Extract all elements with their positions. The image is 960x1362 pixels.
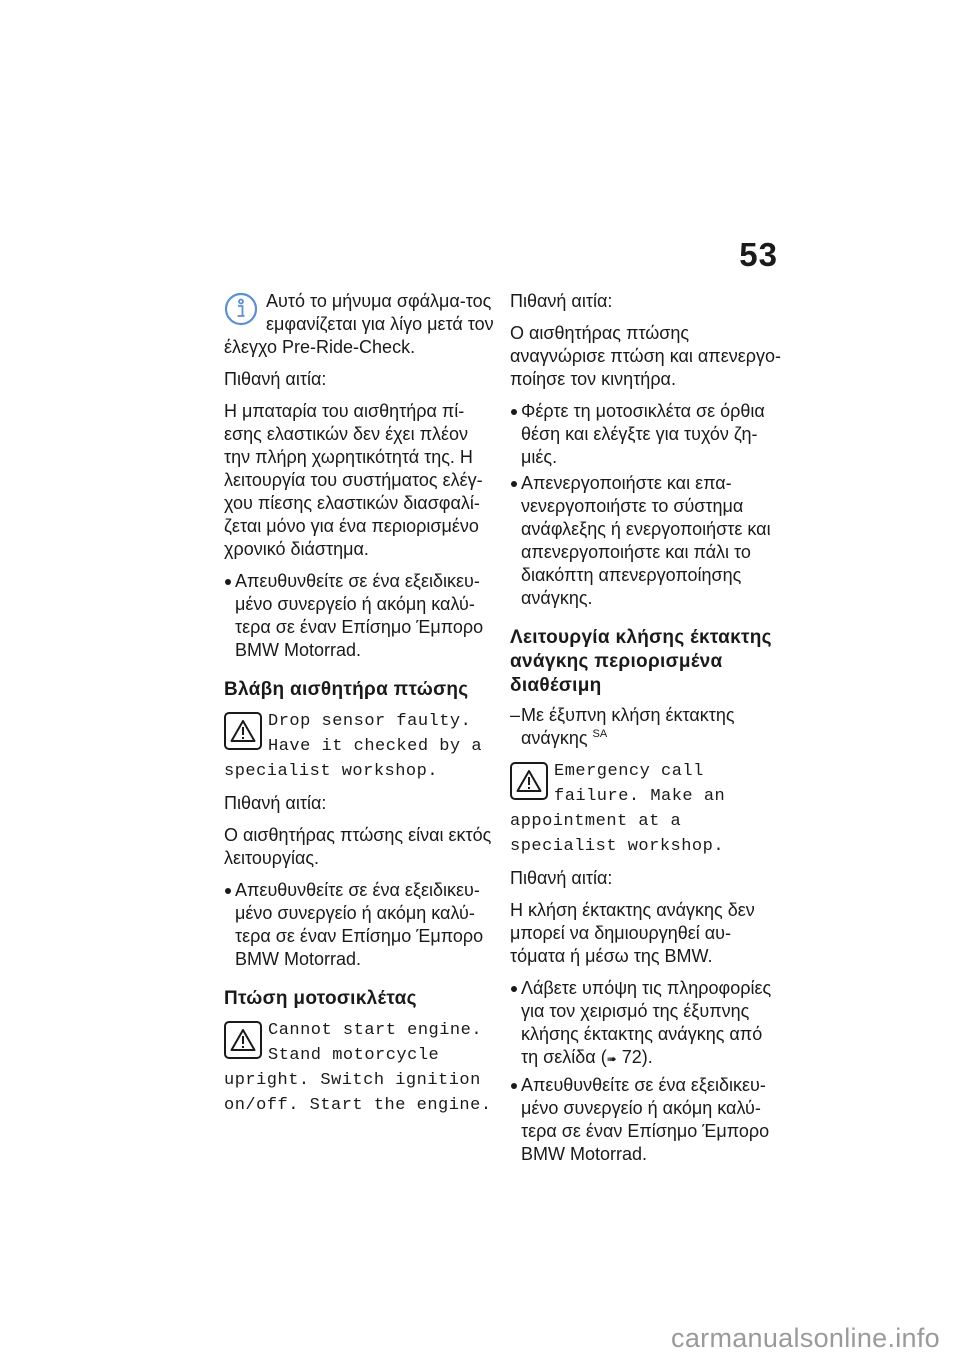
bullet-list xyxy=(510,977,782,1166)
list-item: Απευθυνθείτε σε ένα εξειδικευ-μένο συνεργείο ή ακόμη καλύ-τερα σε έναν Επίσημο Έμπορο BMW Motorrad. xyxy=(224,879,496,971)
equipment-text: Με έξυπνη κλήση έκτακτης ανάγκης xyxy=(521,705,735,748)
page-reference-arrow-icon: ➠ xyxy=(606,1052,617,1066)
cause-text: Ο αισθητήρας πτώσης είναι εκτός λειτουργίας. xyxy=(224,825,492,868)
cause-label: Πιθανή αιτία: xyxy=(510,868,613,888)
warning-message xyxy=(510,758,782,858)
section-heading: Λειτουργία κλήσης έκτακτης ανάγκης περιορισμένα διαθέσιμη xyxy=(510,627,772,696)
info-text: Αυτό το μήνυμα σφάλμα-τος εμφανίζεται για λίγο μετά τον έλεγχο Pre-Ride-Check. xyxy=(224,291,494,357)
warning-triangle-icon xyxy=(224,712,262,750)
info-message xyxy=(224,290,496,359)
option-superscript: SA xyxy=(592,728,608,740)
page-reference-link[interactable]: 72 xyxy=(621,1047,642,1067)
cause-label: Πιθανή αιτία: xyxy=(224,793,327,813)
section-heading: Βλάβη αισθητήρα πτώσης xyxy=(224,679,469,700)
list-item: Λάβετε υπόψη τις πληροφορίες για τον χειρισμό της έξυπνης κλήσης έκτακτης ανάγκης από τη σελίδα (➠ 72). xyxy=(510,977,782,1071)
page-number: 53 xyxy=(739,236,778,273)
list-item: Φέρτε τη μοτοσικλέτα σε όρθια θέση και ελέγξτε για τυχόν ζη-μιές. xyxy=(510,400,782,469)
bullet-list xyxy=(224,879,496,971)
warning-triangle-icon xyxy=(510,762,548,800)
list-item: Απευθυνθείτε σε ένα εξειδικευ-μένο συνεργείο ή ακόμη καλύ-τερα σε έναν Επίσημο Έμπορο BMW Motorrad. xyxy=(224,570,496,662)
warning-text: Emergency call failure. Make an appointment at a specialist workshop. xyxy=(510,762,726,856)
list-item: Απευθυνθείτε σε ένα εξειδικευ-μένο συνεργείο ή ακόμη καλύ-τερα σε έναν Επίσημο Έμπορο BMW Motorrad. xyxy=(510,1074,782,1166)
dash-marker: – xyxy=(510,705,521,725)
warning-triangle-icon xyxy=(224,1021,262,1059)
cause-text: Η μπαταρία του αισθητήρα πί-εσης ελαστικών δεν έχει πλέον την πλήρη χωρητικότητά της. Η λειτουργία του συστήματος ελέγ-χου πίεσης ελαστικών διασφαλί-ζεται μόνο για ένα περιορισμένο χρονικό διάστημα. xyxy=(224,401,483,559)
warning-message xyxy=(224,1017,496,1117)
bullet-list xyxy=(224,570,496,662)
right-column xyxy=(510,290,782,1174)
list-item: Απενεργοποιήστε και επα-νενεργοποιήστε το σύστημα ανάφλεξης ή ενεργοποιήστε και απενεργοποιήστε και πάλι το διακόπτη απενεργοποίησης ανάγκης. xyxy=(510,472,782,610)
cause-text: Ο αισθητήρας πτώσης αναγνώρισε πτώση και απενεργο-ποίησε τον κινητήρα. xyxy=(510,323,781,389)
list-item-text: Λάβετε υπόψη τις πληροφορίες για τον χειρισμό της έξυπνης κλήσης έκτακτης ανάγκης από τη σελίδα xyxy=(521,978,772,1067)
warning-text: Drop sensor faulty. Have it checked by a specialist workshop. xyxy=(224,712,483,781)
cause-text: Η κλήση έκτακτης ανάγκης δεν μπορεί να δημιουργηθεί αυ-τόματα ή μέσω της BMW. xyxy=(510,900,755,966)
equipment-note xyxy=(510,704,782,750)
cause-label: Πιθανή αιτία: xyxy=(510,291,613,311)
cause-label: Πιθανή αιτία: xyxy=(224,369,327,389)
watermark: carmanualsonline.info xyxy=(671,1323,940,1353)
left-column xyxy=(224,290,496,1126)
bullet-list xyxy=(510,400,782,610)
section-heading: Πτώση μοτοσικλέτας xyxy=(224,988,417,1009)
warning-message xyxy=(224,708,496,783)
info-icon xyxy=(224,292,258,326)
warning-text: Cannot start engine. Stand motorcycle upright. Switch ignition on/off. Start the engine. xyxy=(224,1021,492,1115)
